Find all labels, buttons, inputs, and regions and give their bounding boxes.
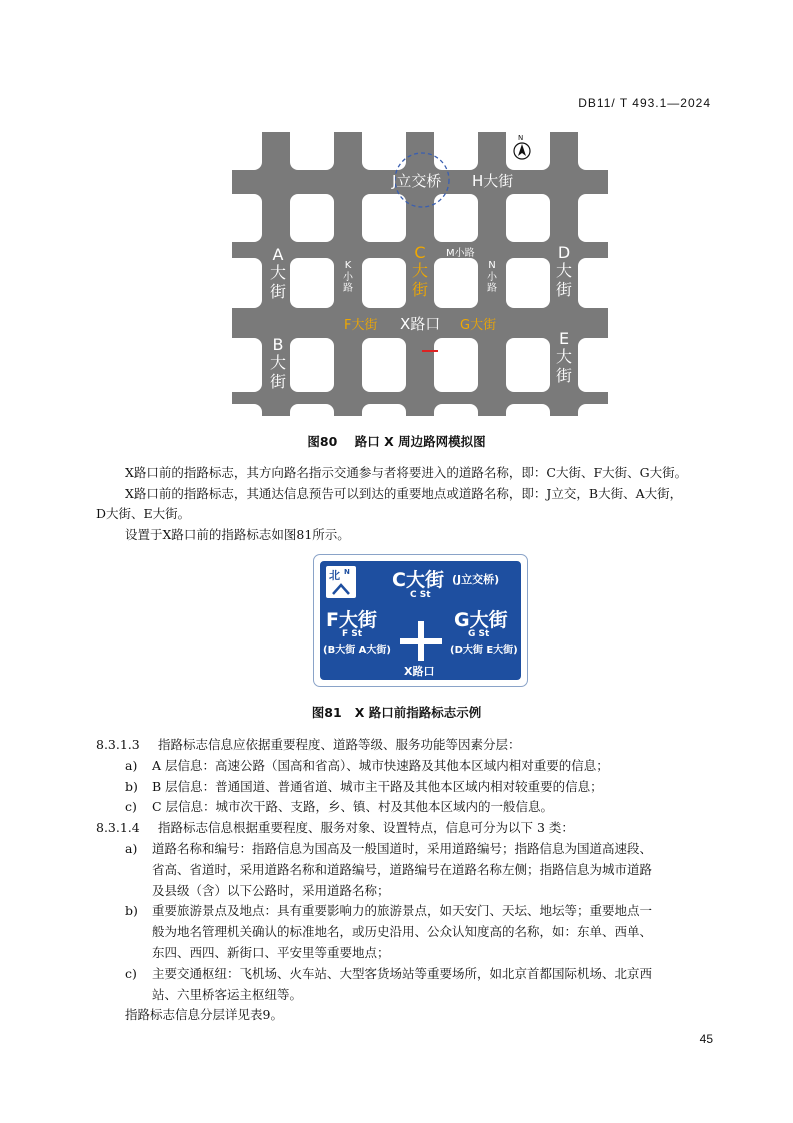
clause-8313-number: 8.3.1.3 [96, 737, 140, 752]
paragraph-3: 设置于X路口前的指路标志如图81所示。 [125, 527, 350, 542]
north-box: 北 N [326, 566, 356, 598]
g-street-sign-extra: (D大街 E大街) [450, 645, 518, 656]
d-street-label: D 大 街 [555, 243, 572, 299]
junction-cross-icon [400, 621, 442, 661]
c-street-sign-extra: (J立交桥) [452, 573, 500, 586]
paragraph-1: X路口前的指路标志，其方向路名指示交通参与者将要进入的道路名称，即：C大街、F大街、G大街。 [125, 465, 688, 480]
clause-8314-c-line1: 主要交通枢纽：飞机场、火车站、大型客货场站等重要场所，如北京首都国际机场、北京西 [152, 966, 653, 981]
clause-8313-text: 指路标志信息应依据重要程度、道路等级、服务功能等因素分层： [158, 737, 521, 752]
a-street-label: A 大 街 [269, 245, 286, 301]
clause-8314-a-line3: 及县级（含）以下公路时，采用道路名称； [152, 883, 390, 898]
clause-8313-a-mark: a) [125, 758, 138, 773]
e-street-label: E 大 街 [555, 329, 572, 385]
h-street-label: H大街 [472, 172, 514, 190]
clause-8314-a-mark: a) [125, 841, 138, 856]
clause-8314-a-line2: 省高、省道时，采用道路名称和道路编号，道路编号在道路名称左侧；指路信息为城市道路 [152, 862, 653, 877]
figure81-caption: 图81 X 路口前指路标志示例 [311, 705, 482, 720]
paragraph-2: X路口前的指路标志，其通达信息预告可以到达的重要地点或道路名称，即：J立交，B大街、A大街， [125, 486, 683, 501]
c-street-label: C 大 街 [411, 243, 428, 299]
clause-8314-a-line1: 道路名称和编号：指路信息为国高及一般国道时，采用道路编号；指路信息为国道高速段、 [152, 841, 653, 856]
clause-8314-c-line2: 站、六里桥客运主枢纽等。 [152, 987, 303, 1002]
page-number: 45 [699, 1032, 713, 1046]
c-street-sign-name: C大街 [392, 569, 444, 591]
clause-8313-a-text: A 层信息：高速公路（国高和省高）、城市快速路及其他本区域内相对重要的信息； [152, 758, 609, 773]
x-junction-label: X路口 [400, 315, 441, 333]
clause-8314-b-mark: b) [125, 903, 138, 918]
figure80-caption: 图80 路口 X 周边路网模拟图 [307, 434, 486, 449]
g-street-label: G大街 [460, 318, 497, 333]
f-street-label: F大街 [344, 318, 378, 333]
clause-8314-text: 指路标志信息根据重要程度、服务对象、设置特点，信息可分为以下 3 类： [158, 820, 574, 835]
north-chevron-icon [331, 583, 351, 595]
clause-8314-number: 8.3.1.4 [96, 820, 140, 835]
clause-8313-b-mark: b) [125, 779, 138, 794]
b-street-label: B 大 街 [269, 335, 286, 391]
clause-8313-c-text: C 层信息：城市次干路、支路，乡、镇、村及其他本区域内的一般信息。 [152, 799, 554, 814]
north-arrow-icon: N [510, 134, 534, 160]
j-interchange-label: J立交桥 [392, 172, 442, 190]
clause-8314-b-line2: 般为地名管理机关确认的标准地名，或历史沿用、公众认知度高的名称，如：东单、西单、 [152, 924, 653, 939]
c-street-sign-en: C St [410, 590, 431, 600]
n-road-label: N 小 路 [487, 260, 497, 294]
k-road-label: K 小 路 [343, 260, 353, 294]
x-junction-sign-label: X路口 [404, 665, 435, 678]
clause-8313-b-text: B 层信息：普通国道、普通省道、城市主干路及其他本区域内相对较重要的信息； [152, 779, 603, 794]
clause-8314-b-line1: 重要旅游景点及地点：具有重要影响力的旅游景点，如天安门、天坛、地坛等；重要地点一 [152, 903, 653, 918]
paragraph-2-cont: D大街、E大街。 [96, 506, 191, 521]
f-street-sign-extra: (B大街 A大街) [323, 645, 391, 656]
road-network-map [232, 132, 608, 416]
clause-8314-b-line3: 东四、西四、新街口、平安里等重要地点； [152, 945, 390, 960]
f-street-sign-name: F大街 [326, 609, 377, 631]
g-street-sign-en: G St [468, 629, 490, 639]
clause-8314-c-mark: c) [125, 966, 137, 981]
sign-position-marker [422, 350, 438, 352]
document-code: DB11/ T 493.1—2024 [578, 96, 711, 110]
g-street-sign-name: G大街 [454, 609, 508, 631]
clause-8313-c-mark: c) [125, 799, 137, 814]
closing-line: 指路标志信息分层详见表9。 [125, 1007, 283, 1022]
m-road-label: M小路 [446, 248, 475, 259]
f-street-sign-en: F St [342, 629, 363, 639]
direction-sign [313, 554, 528, 687]
